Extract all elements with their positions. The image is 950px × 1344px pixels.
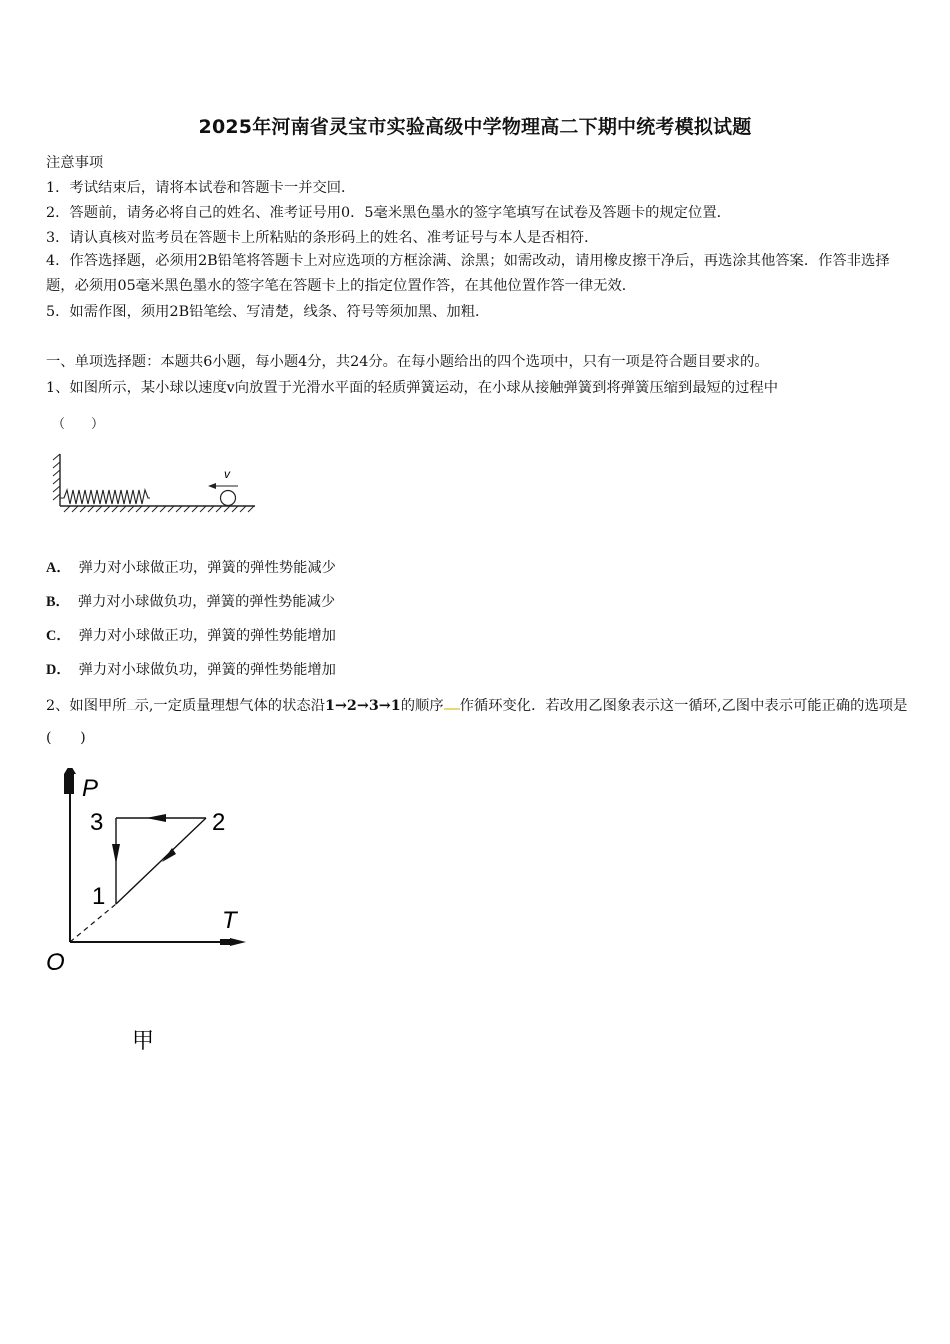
pt-diagram <box>40 768 270 1058</box>
question-1-stem: 1、如图所示，某小球以速度v向放置于光滑水平面的轻质弹簧运动，在小球从接触弹簧到将弹簧压缩到最短的过程中 <box>46 380 779 396</box>
point-3-label: 3 <box>90 809 104 836</box>
question-2-stem <box>46 690 908 754</box>
option-c-text: 弹力对小球做正功，弹簧的弹性势能增加 <box>78 628 336 644</box>
ball <box>221 491 236 506</box>
spring-ball-figure <box>50 448 260 518</box>
origin-label: O <box>46 949 65 976</box>
option-d-label: D． <box>46 662 71 678</box>
figure-caption: 甲 <box>132 1028 155 1053</box>
note-item: 1．考试结束后，请将本试卷和答题卡一并交回． <box>46 180 356 196</box>
question-1-answer-blank: （ ） <box>52 417 105 432</box>
option-b-text: 弹力对小球做负功，弹簧的弹性势能减少 <box>77 594 336 610</box>
option-a <box>46 557 336 577</box>
note-item: 5．如需作图，须用2B铅笔绘、写清楚，线条、符号等须加黑、加粗． <box>46 304 490 320</box>
note-item: 2．答题前，请务必将自己的姓名、准考证号用0．5毫米黑色墨水的签字笔填写在试卷及答题卡的规定位置． <box>46 205 731 221</box>
option-c-label: C． <box>46 628 71 644</box>
point-1-label: 1 <box>92 883 106 910</box>
spring <box>60 490 150 504</box>
option-d-text: 弹力对小球做负功，弹簧的弹性势能增加 <box>78 662 336 678</box>
t-axis-label: T <box>222 907 237 934</box>
note-item: 3．请认真核对监考员在答题卡上所粘贴的条形码上的姓名、准考证号与本人是否相符． <box>46 230 599 246</box>
option-b <box>46 591 335 611</box>
q2-stem-part: 作循环变化．若改用乙图象表示这一循环,乙图中表示可能正确的选项是( ) <box>46 698 908 746</box>
option-a-label: A． <box>46 560 71 576</box>
option-a-text: 弹力对小球做正功，弹簧的弹性势能减少 <box>78 560 336 576</box>
p-axis-label: P <box>82 775 99 802</box>
option-b-label: B． <box>46 594 70 610</box>
option-c <box>46 625 336 645</box>
velocity-label: v <box>224 467 230 481</box>
q2-sequence: 1→2→3→1 <box>325 698 401 714</box>
note-item: 4．作答选择题，必须用2B铅笔将答题卡上对应选项的方框涂满、涂黑；如需改动，请用橡皮擦干净后，再选涂其他答案．作答非选择题，必须用05毫米黑色墨水的签字笔在答题卡上的指定位置作答，在其他位置作答一律无效． <box>46 253 890 294</box>
section-heading: 一、单项选择题：本题共6小题，每小题4分，共24分。在每小题给出的四个选项中，只有一项是符合题目要求的。 <box>46 354 769 370</box>
option-d <box>46 659 336 679</box>
page-title: 2025年河南省灵宝市实验高级中学物理高二下期中统考模拟试题 <box>198 116 752 138</box>
notes-heading: 注意事项 <box>46 155 104 171</box>
q2-stem-part: 2、如图甲所 <box>46 698 127 714</box>
point-2-label: 2 <box>212 809 226 836</box>
q2-stem-part: 示,一定质量理想气体的状态沿 <box>134 698 325 714</box>
q2-stem-part: 的顺序 <box>400 698 444 714</box>
